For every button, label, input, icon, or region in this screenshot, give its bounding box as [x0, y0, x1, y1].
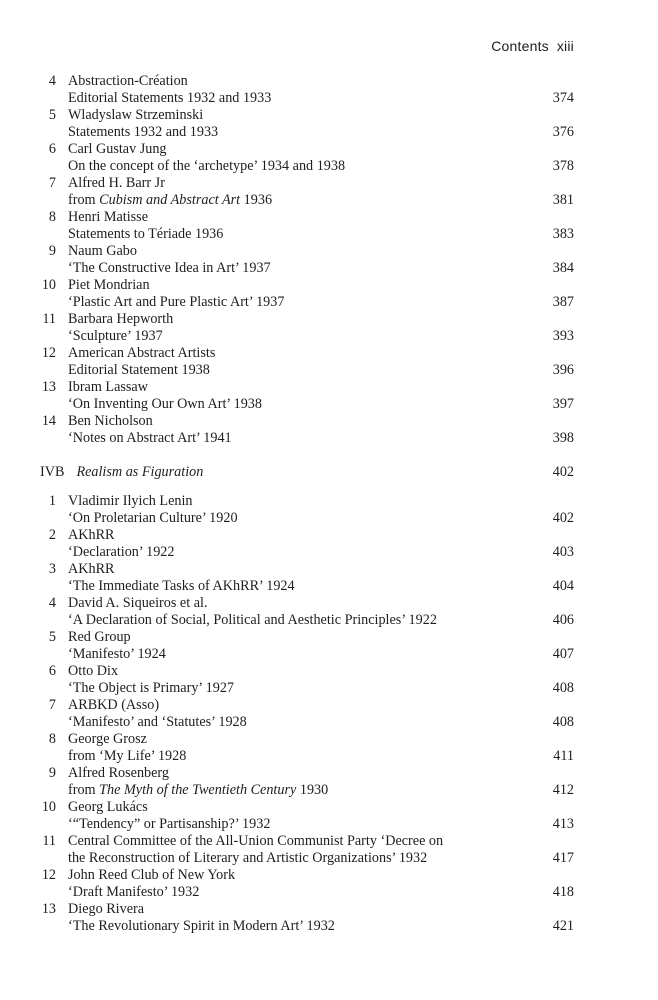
entry-number: 3 — [48, 561, 56, 577]
entry-author: Wladyslaw Strzeminski — [68, 107, 204, 123]
entry-page-number: 411 — [553, 748, 574, 764]
entry-title-suffix: 1930 — [296, 782, 329, 798]
entry-title: Statements to Tériade 1936 — [68, 226, 224, 242]
entry-lines — [68, 765, 534, 799]
entry-title-suffix: 1936 — [240, 192, 273, 208]
entry-lines — [68, 901, 534, 935]
entry-lines — [68, 697, 534, 731]
entry-title: ‘On Inventing Our Own Art’ 1938 — [68, 396, 262, 412]
entry-lines — [68, 731, 534, 765]
entry-number: 5 — [48, 107, 56, 123]
entry-author: AKhRR — [68, 561, 115, 577]
toc-entry — [40, 413, 574, 447]
entry-page-number: 421 — [552, 918, 574, 934]
entry-author: Ibram Lassaw — [68, 379, 148, 395]
entry-number: 10 — [41, 799, 56, 815]
entry-number: 9 — [48, 765, 56, 781]
toc-entry — [40, 73, 574, 107]
entry-title: ‘A Declaration of Social, Political and Aesthetic Principles’ 1922 — [68, 612, 437, 628]
toc-entry — [40, 311, 574, 345]
toc-entry — [40, 697, 574, 731]
section-page-number: 402 — [552, 464, 574, 480]
entry-author: Alfred H. Barr Jr — [68, 175, 165, 191]
entry-page-number: 397 — [552, 396, 574, 412]
entry-title: ‘The Revolutionary Spirit in Modern Art’ 1932 — [68, 918, 335, 934]
entry-author: Diego Rivera — [68, 901, 145, 917]
entry-title: ‘Manifesto’ 1924 — [68, 646, 166, 662]
toc-entry — [40, 901, 574, 935]
toc-entry — [40, 527, 574, 561]
entry-author: Carl Gustav Jung — [68, 141, 167, 157]
entry-page-number: 378 — [552, 158, 574, 174]
entry-number: 1 — [48, 493, 56, 509]
entry-title: Editorial Statements 1932 and 1933 — [68, 90, 272, 106]
toc-entry — [40, 379, 574, 413]
entry-number: 13 — [41, 379, 56, 395]
entry-lines — [68, 561, 534, 595]
toc-entry — [40, 493, 574, 527]
entry-title: ‘Draft Manifesto’ 1932 — [68, 884, 200, 900]
entry-number: 11 — [42, 311, 56, 327]
entry-author: Vladimir Ilyich Lenin — [68, 493, 193, 509]
toc-entry — [40, 731, 574, 765]
entry-number: 11 — [42, 833, 56, 849]
entry-author: Red Group — [68, 629, 131, 645]
toc-entry — [40, 209, 574, 243]
toc-entry — [40, 867, 574, 901]
entry-lines — [68, 277, 534, 311]
toc-entry — [40, 243, 574, 277]
entry-page-number: 384 — [552, 260, 574, 276]
entry-page-number: 406 — [552, 612, 574, 628]
entry-lines — [68, 345, 534, 379]
entry-lines — [68, 413, 534, 447]
entry-number: 6 — [48, 663, 56, 679]
entry-author: Otto Dix — [68, 663, 119, 679]
entry-author: David A. Siqueiros et al. — [68, 595, 208, 611]
entry-number: 5 — [48, 629, 56, 645]
toc-entry — [40, 107, 574, 141]
entry-title: Statements 1932 and 1933 — [68, 124, 219, 140]
entry-title — [68, 782, 534, 799]
entry-page-number: 387 — [552, 294, 574, 310]
entry-page-number: 408 — [552, 714, 574, 730]
entry-number: 7 — [48, 175, 56, 191]
entry-page-number: 376 — [552, 124, 574, 140]
entry-lines — [68, 867, 534, 901]
section-label: IVB — [40, 464, 65, 480]
entry-lines — [68, 243, 534, 277]
entry-title: ‘The Constructive Idea in Art’ 1937 — [68, 260, 271, 276]
toc-entry — [40, 833, 574, 867]
entry-lines — [68, 799, 534, 833]
entry-author: ARBKD (Asso) — [68, 697, 160, 713]
entry-number: 13 — [41, 901, 56, 917]
section-title: Realism as Figuration — [76, 464, 204, 480]
entry-number: 12 — [41, 345, 56, 361]
entry-title-prefix: from — [68, 782, 100, 798]
entry-number: 4 — [48, 595, 56, 611]
entry-author: Georg Lukács — [68, 799, 148, 815]
entry-author: Barbara Hepworth — [68, 311, 174, 327]
page-folio: xiii — [556, 38, 574, 54]
entry-title: On the concept of the ‘archetype’ 1934 and 1938 — [68, 158, 346, 174]
entry-page-number: 402 — [552, 510, 574, 526]
entry-author: John Reed Club of New York — [68, 867, 236, 883]
toc-group-a — [40, 73, 574, 447]
entry-title-prefix: from — [68, 192, 100, 208]
entry-title-italic: Cubism and Abstract Art — [99, 192, 241, 208]
entry-number: 7 — [48, 697, 56, 713]
entry-lines — [68, 629, 534, 663]
entry-lines — [68, 209, 534, 243]
entry-lines — [68, 379, 534, 413]
entry-author: Central Committee of the All-Union Communist Party ‘Decree on — [68, 833, 444, 849]
entry-author: American Abstract Artists — [68, 345, 216, 361]
entry-number: 4 — [48, 73, 56, 89]
entry-lines — [68, 107, 534, 141]
entry-page-number: 418 — [552, 884, 574, 900]
entry-lines — [68, 175, 534, 209]
section-heading — [40, 464, 574, 481]
entry-lines — [68, 493, 534, 527]
entry-title: ‘Notes on Abstract Art’ 1941 — [68, 430, 232, 446]
entry-lines — [68, 833, 534, 867]
entry-number: 9 — [48, 243, 56, 259]
entry-number: 10 — [41, 277, 56, 293]
entry-author: Henri Matisse — [68, 209, 148, 225]
entry-lines — [68, 527, 534, 561]
entry-title: ‘The Object is Primary’ 1927 — [68, 680, 235, 696]
entry-author: Abstraction-Création — [68, 73, 188, 89]
entry-lines — [68, 73, 534, 107]
table-of-contents — [40, 73, 574, 935]
entry-page-number: 413 — [552, 816, 574, 832]
entry-lines — [68, 141, 534, 175]
running-head — [491, 38, 574, 54]
entry-number: 6 — [48, 141, 56, 157]
entry-page-number: 374 — [552, 90, 574, 106]
toc-entry — [40, 345, 574, 379]
entry-page-number: 404 — [552, 578, 574, 594]
entry-title: from ‘My Life’ 1928 — [68, 748, 187, 764]
entry-title — [68, 192, 534, 209]
entry-lines — [68, 595, 534, 629]
toc-entry — [40, 663, 574, 697]
entry-number: 12 — [41, 867, 56, 883]
entry-page-number: 407 — [552, 646, 574, 662]
toc-group-b — [40, 493, 574, 935]
entry-number: 14 — [41, 413, 56, 429]
entry-title: Editorial Statement 1938 — [68, 362, 210, 378]
toc-entry — [40, 799, 574, 833]
toc-entry — [40, 629, 574, 663]
entry-lines — [68, 311, 534, 345]
entry-author: Naum Gabo — [68, 243, 137, 259]
entry-title: ‘Manifesto’ and ‘Statutes’ 1928 — [68, 714, 247, 730]
entry-page-number: 408 — [552, 680, 574, 696]
entry-number: 8 — [48, 731, 56, 747]
running-head-title: Contents — [491, 38, 549, 54]
entry-title: ‘On Proletarian Culture’ 1920 — [68, 510, 238, 526]
toc-entry — [40, 561, 574, 595]
entry-page-number: 403 — [552, 544, 574, 560]
entry-title-italic: The Myth of the Twentieth Century — [99, 782, 297, 798]
entry-title: the Reconstruction of Literary and Artistic Organizations’ 1932 — [68, 850, 428, 866]
entry-page-number: 398 — [552, 430, 574, 446]
entry-author: George Grosz — [68, 731, 147, 747]
entry-title: ‘Declaration’ 1922 — [68, 544, 175, 560]
entry-page-number: 393 — [552, 328, 574, 344]
toc-entry — [40, 595, 574, 629]
entry-author: AKhRR — [68, 527, 115, 543]
toc-entry — [40, 141, 574, 175]
entry-page-number: 383 — [552, 226, 574, 242]
entry-page-number: 381 — [552, 192, 574, 208]
entry-page-number: 396 — [552, 362, 574, 378]
entry-number: 8 — [48, 209, 56, 225]
entry-lines — [68, 663, 534, 697]
toc-entry — [40, 175, 574, 209]
entry-author: Ben Nicholson — [68, 413, 153, 429]
entry-title: ‘The Immediate Tasks of AKhRR’ 1924 — [68, 578, 295, 594]
entry-title: ‘“Tendency” or Partisanship?’ 1932 — [68, 816, 271, 832]
entry-number: 2 — [48, 527, 56, 543]
toc-entry — [40, 277, 574, 311]
entry-author: Alfred Rosenberg — [68, 765, 169, 781]
toc-entry — [40, 765, 574, 799]
entry-author: Piet Mondrian — [68, 277, 150, 293]
entry-page-number: 417 — [552, 850, 574, 866]
entry-title: ‘Sculpture’ 1937 — [68, 328, 163, 344]
entry-title: ‘Plastic Art and Pure Plastic Art’ 1937 — [68, 294, 285, 310]
entry-page-number: 412 — [552, 782, 574, 798]
